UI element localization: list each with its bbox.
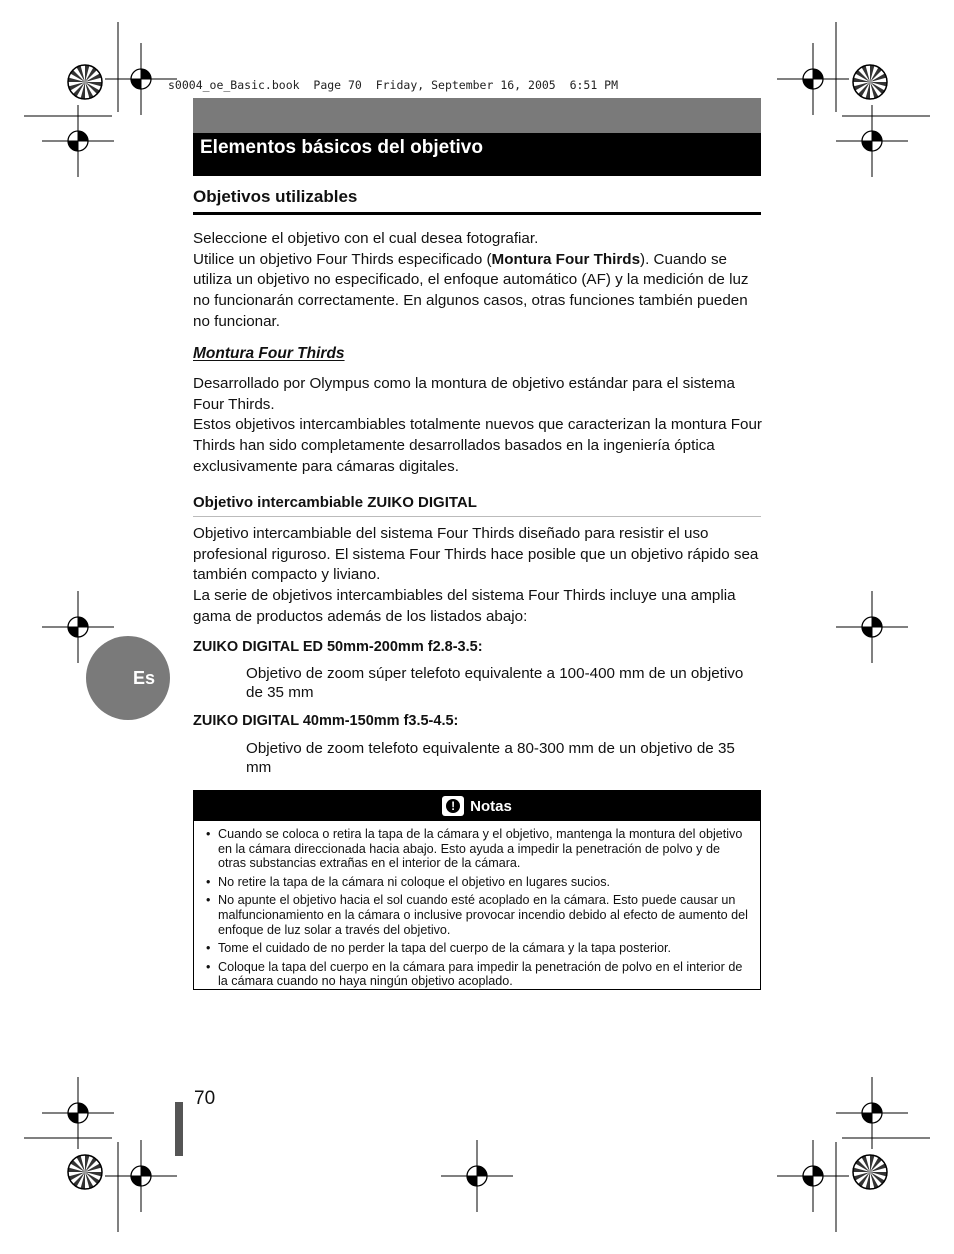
usable-lenses-line2 [193,250,763,333]
usable-lenses-line2-pre: Utilice un objetivo Four Thirds especificado ( [193,250,492,268]
usable-lenses-heading: Objetivos utilizables [193,187,358,206]
heading-rule [193,212,761,215]
note-item: • Tome el cuidado de no perder la tapa del cuerpo de la cámara y la tapa posterior. [206,941,748,956]
note-item: • No retire la tapa de la cámara ni coloque el objetivo en lugares sucios. [206,875,748,890]
notes-header [194,791,760,821]
note-item: • Cuando se coloca o retira la tapa de la cámara y el objetivo, mantenga la montura del objetivo en la cámara direccionada hacia abajo. Esto ayuda a impedir la penetración de polvo y de otras substancias extrañas en el interior de la cámara. [206,827,748,871]
warning-icon: ! [442,796,464,816]
mount-heading: Montura Four Thirds [193,345,345,362]
lens-name-1: ZUIKO DIGITAL ED 50mm-200mm f2.8-3.5: [193,639,483,655]
note-item: • No apunte el objetivo hacia el sol cuando esté acoplado en la cámara. Esto puede causar un malfuncionamiento en la cámara o inclusive provocar incendio debido al efecto de aumento del enfoque de luz solar a través del objetivo. [206,893,748,937]
notes-title: Notas [470,797,512,815]
zuiko-paragraph-2: La serie de objetivos intercambiables del sistema Four Thirds incluye una amplia gama de productos además de los listados abajo: [193,587,736,625]
language-tab: Es [86,636,170,720]
note-item: • Coloque la tapa del cuerpo en la cámara para impedir la penetración de polvo en el interior de la cámara cuando no haya ningún objetivo acoplado. [206,960,748,989]
lens-desc-1: Objetivo de zoom súper telefoto equivalente a 100-400 mm de un objetivo de 35 mm [246,665,744,701]
zuiko-heading-rule [193,516,761,517]
zuiko-paragraph-1: Objetivo intercambiable del sistema Four Thirds diseñado para resistir el uso profesional riguroso. El sistema Four Thirds hace posible que un objetivo rápido sea también compacto y liviano. [193,525,759,584]
notes-list [194,821,760,989]
mount-paragraph-2: Estos objetivos intercambiables totalmente nuevos que caracterizan la montura Four Thirds han sido completamente desarrollados basados en la ingeniería óptica exclusivamente para cámaras digitales. [193,416,762,475]
mount-name-bold: Montura Four Thirds [491,250,641,268]
usable-lenses-line1: Seleccione el objetivo con el cual desea fotografiar. [193,230,539,247]
usable-lenses-line2-post: ). Cuando se utiliza un objetivo no especificado, el enfoque automático (AF) y la medición de luz no funcionarán correctamente. En algunos casos, otras funciones también pueden no funcionar. [193,250,749,330]
file-info-header: s0004_oe_Basic.book Page 70 Friday, September 16, 2005 6:51 PM [168,78,619,92]
page-number-bar [175,1102,183,1156]
lens-desc-2: Objetivo de zoom telefoto equivalente a 80-300 mm de un objetivo de 35 mm [246,740,735,776]
mount-text [193,374,763,478]
mount-paragraph-1: Desarrollado por Olympus como la montura de objetivo estándar para el sistema Four Thirds. [193,375,735,413]
section-title: Elementos básicos del objetivo [200,137,483,158]
page-number: 70 [194,1088,216,1109]
lens-name-2: ZUIKO DIGITAL 40mm-150mm f3.5-4.5: [193,713,459,729]
zuiko-text [193,524,763,628]
title-band-top [193,98,761,133]
zuiko-heading: Objetivo intercambiable ZUIKO DIGITAL [193,494,477,511]
usable-lenses-text [193,229,763,333]
notes-box [193,790,761,990]
